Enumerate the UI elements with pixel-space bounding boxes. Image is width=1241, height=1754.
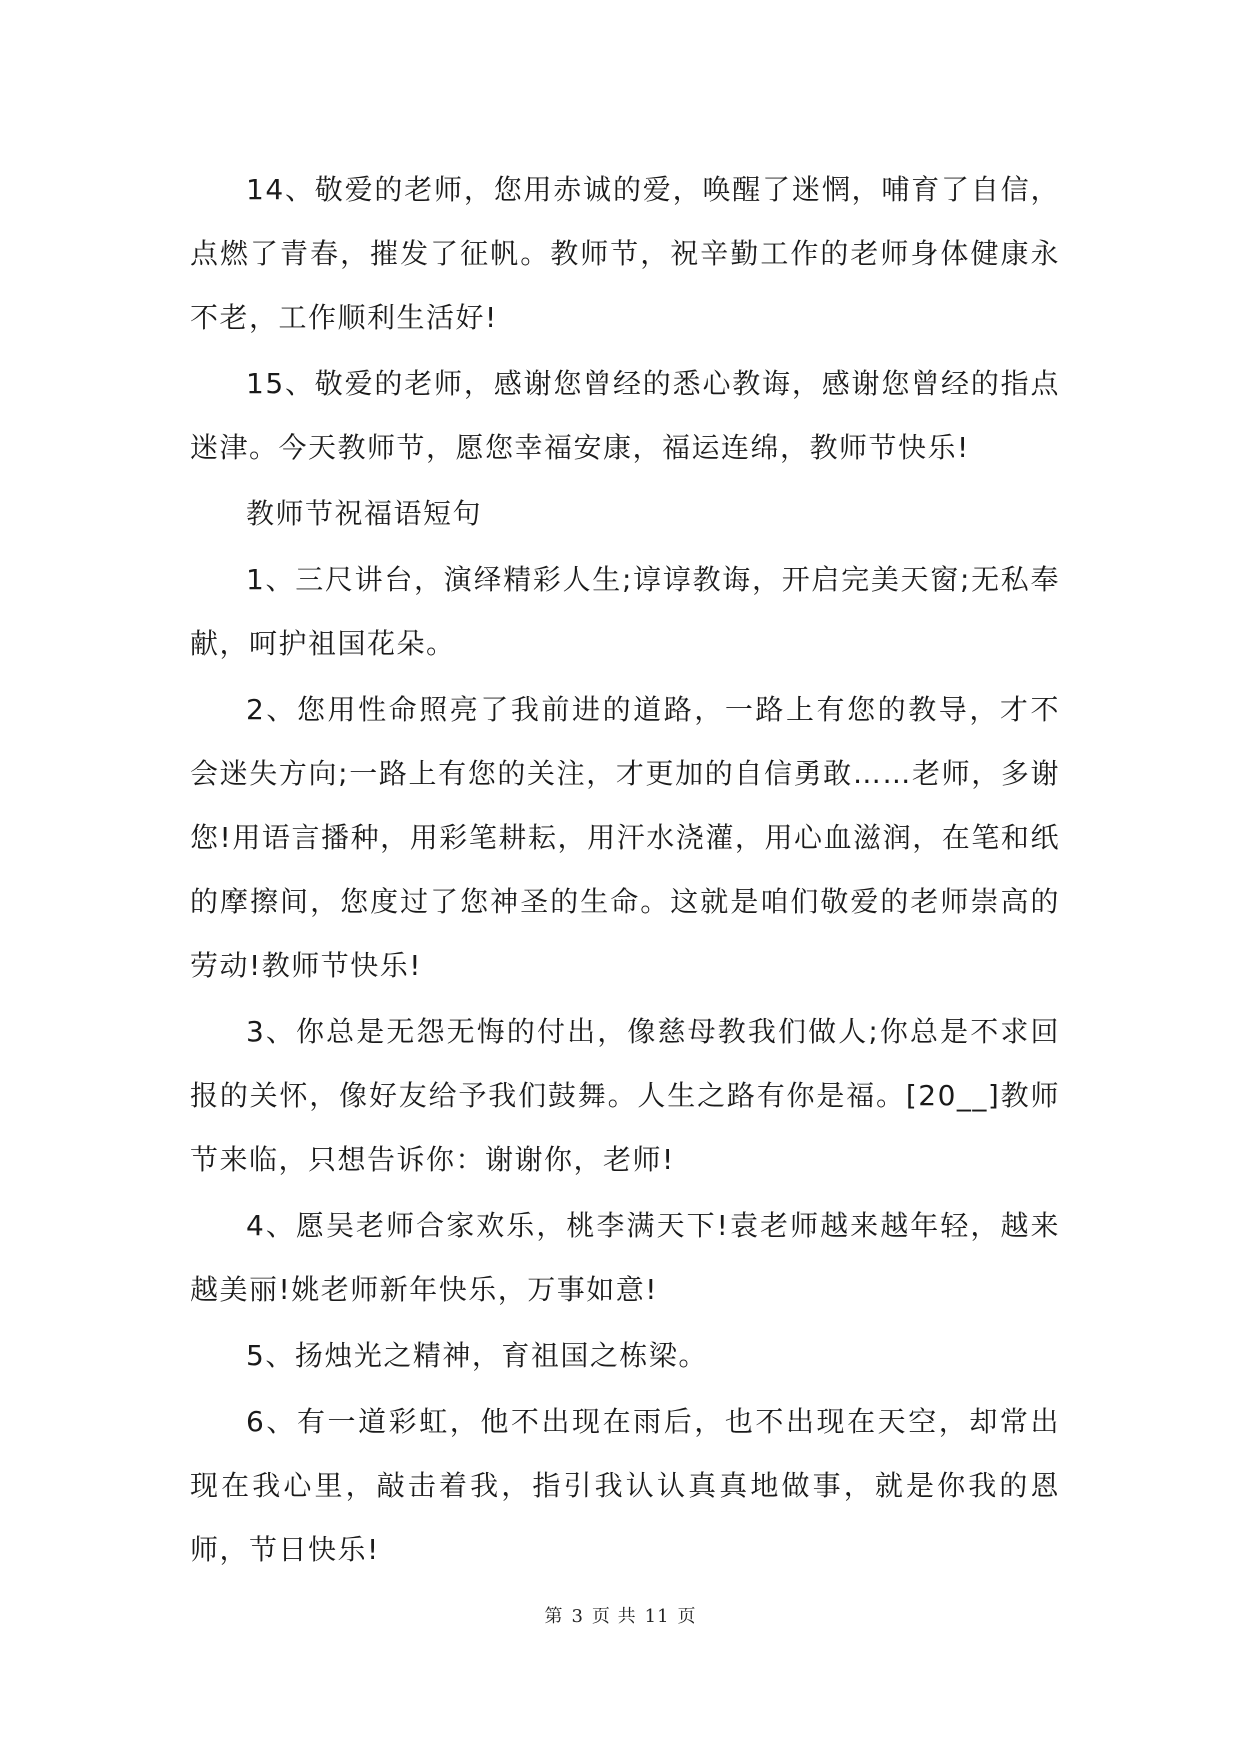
- footer-page-number: 3: [571, 1606, 584, 1627]
- footer-suffix: 页: [677, 1606, 697, 1627]
- paragraph-1: 1、三尺讲台，演绎精彩人生;谆谆教诲，开启完美天窗;无私奉献，呵护祖国花朵。: [190, 563, 1060, 660]
- footer-prefix: 第: [544, 1606, 564, 1627]
- paragraph-4: 4、愿吴老师合家欢乐，桃李满天下!袁老师越来越年轻，越来越美丽!姚老师新年快乐，万事如意!: [190, 1209, 1060, 1306]
- paragraph-5: 5、扬烛光之精神，育祖国之栋梁。: [246, 1339, 708, 1372]
- footer-middle: 页 共: [591, 1606, 637, 1627]
- page-footer: [0, 1602, 1241, 1628]
- paragraph-2: 2、您用性命照亮了我前进的道路，一路上有您的教导，才不会迷失方向;一路上有您的关注，才更加的自信勇敢……老师，多谢您!用语言播种，用彩笔耕耘，用汗水浇灌，用心血滋润，在笔和纸的摩擦间，您度过了您神圣的生命。这就是咱们敬爱的老师崇高的劳动!教师节快乐!: [190, 693, 1060, 982]
- document-body: [190, 158, 1060, 1582]
- paragraph-15: 15、敬爱的老师，感谢您曾经的悉心教诲，感谢您曾经的指点迷津。今天教师节，愿您幸福安康，福运连绵，教师节快乐!: [190, 367, 1060, 464]
- paragraph-14: 14、敬爱的老师，您用赤诚的爱，唤醒了迷惘，哺育了自信，点燃了青春，摧发了征帆。教师节，祝辛勤工作的老师身体健康永不老，工作顺利生活好!: [190, 173, 1060, 334]
- section-heading: 教师节祝福语短句: [246, 497, 483, 530]
- paragraph-3: 3、你总是无怨无悔的付出，像慈母教我们做人;你总是不求回报的关怀，像好友给予我们鼓舞。人生之路有你是福。[20__]教师节来临，只想告诉你：谢谢你，老师!: [190, 1015, 1060, 1176]
- paragraph-6: 6、有一道彩虹，他不出现在雨后，也不出现在天空，却常出现在我心里，敲击着我，指引我认认真真地做事，就是你我的恩师，节日快乐!: [190, 1405, 1060, 1566]
- footer-total-pages: 11: [644, 1606, 670, 1627]
